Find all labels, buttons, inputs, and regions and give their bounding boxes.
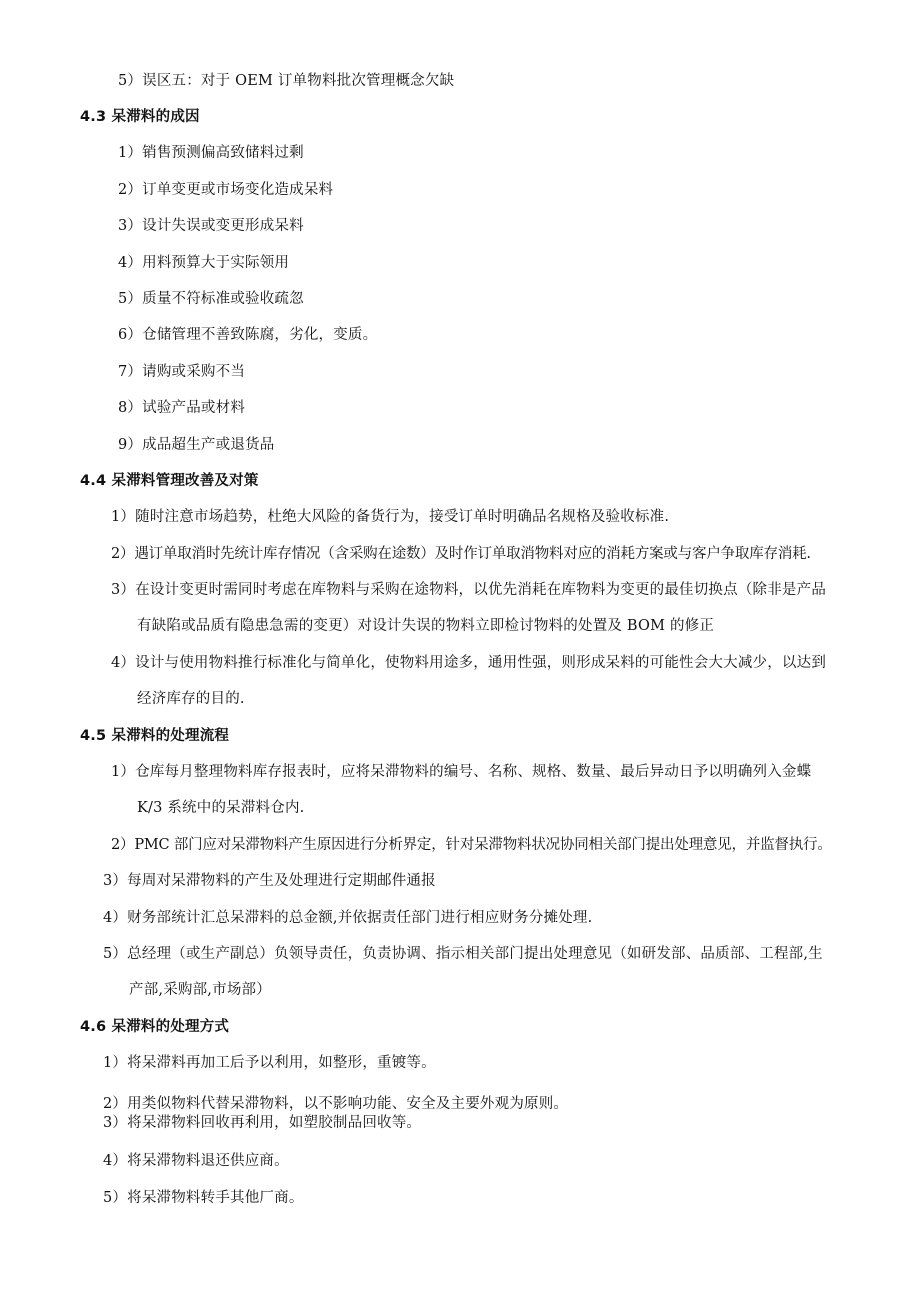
list-item: 5）误区五：对于 OEM 订单物料批次管理概念欠缺 xyxy=(118,73,455,89)
section-heading-4-3: 4.3 呆滞料的成因 xyxy=(80,109,200,125)
list-item: 2）用类似物料代替呆滞物料，以不影响功能、安全及主要外观为原则。 xyxy=(103,1096,569,1112)
list-item-continuation: 经济库存的目的. xyxy=(137,691,245,707)
list-item-continuation: 产部,采购部,市场部） xyxy=(129,982,271,998)
list-item-continuation: K/3 系统中的呆滞料仓内. xyxy=(137,800,305,816)
list-item: 4）财务部统计汇总呆滞料的总金额,并依据责任部门进行相应财务分摊处理. xyxy=(103,910,593,926)
list-item: 7）请购或采购不当 xyxy=(118,364,246,380)
list-item: 9）成品超生产或退货品 xyxy=(118,437,275,453)
list-item: 1）随时注意市场趋势，杜绝大风险的备货行为，接受订单时明确品名规格及验收标准. xyxy=(111,509,670,525)
list-item: 2）订单变更或市场变化造成呆料 xyxy=(118,182,334,198)
list-item: 4）将呆滞物料退还供应商。 xyxy=(103,1153,289,1169)
list-item: 5）将呆滞物料转手其他厂商。 xyxy=(103,1190,304,1206)
list-item: 3）将呆滞物料回收再利用，如塑胶制品回收等。 xyxy=(103,1115,422,1131)
list-item: 6）仓储管理不善致陈腐，劣化，变质。 xyxy=(118,327,378,343)
section-heading-4-5: 4.5 呆滞料的处理流程 xyxy=(80,728,230,744)
list-item: 3）设计失误或变更形成呆料 xyxy=(118,218,304,234)
list-item: 1）将呆滞料再加工后予以利用，如整形，重镀等。 xyxy=(103,1055,436,1071)
list-item-continuation: 有缺陷或品质有隐患急需的变更）对设计失误的物料立即检讨物料的处置及 BOM 的修正 xyxy=(137,618,715,634)
list-item: 5）质量不符标准或验收疏忽 xyxy=(118,291,304,307)
list-item: 8）试验产品或材料 xyxy=(118,400,246,416)
list-item: 2）遇订单取消时先统计库存情况（含采购在途数）及时作订单取消物料对应的消耗方案或与客户争取库存消耗. xyxy=(111,546,811,562)
list-item: 4）设计与使用物料推行标准化与简单化，使物料用途多，通用性强，则形成呆料的可能性会大大减少，以达到 xyxy=(111,655,827,671)
list-item: 4）用料预算大于实际领用 xyxy=(118,255,290,271)
list-item: 1）销售预测偏高致储料过剩 xyxy=(118,145,304,161)
list-item: 3）在设计变更时需同时考虑在库物料与采购在途物料，以优先消耗在库物料为变更的最佳切换点（除非是产品 xyxy=(111,582,827,598)
list-item: 3）每周对呆滞物料的产生及处理进行定期邮件通报 xyxy=(103,873,436,889)
list-item: 5）总经理（或生产副总）负领导责任，负责协调、指示相关部门提出处理意见（如研发部、品质部、工程部,生 xyxy=(103,946,823,962)
section-heading-4-6: 4.6 呆滞料的处理方式 xyxy=(80,1019,230,1035)
list-item: 2）PMC 部门应对呆滞物料产生原因进行分析界定，针对呆滞物料状况协同相关部门提出处理意见，并监督执行。 xyxy=(111,837,832,853)
section-heading-4-4: 4.4 呆滞料管理改善及对策 xyxy=(80,473,259,489)
list-item: 1）仓库每月整理物料库存报表时，应将呆滞物料的编号、名称、规格、数量、最后异动日予以明确列入金蝶 xyxy=(111,764,812,780)
